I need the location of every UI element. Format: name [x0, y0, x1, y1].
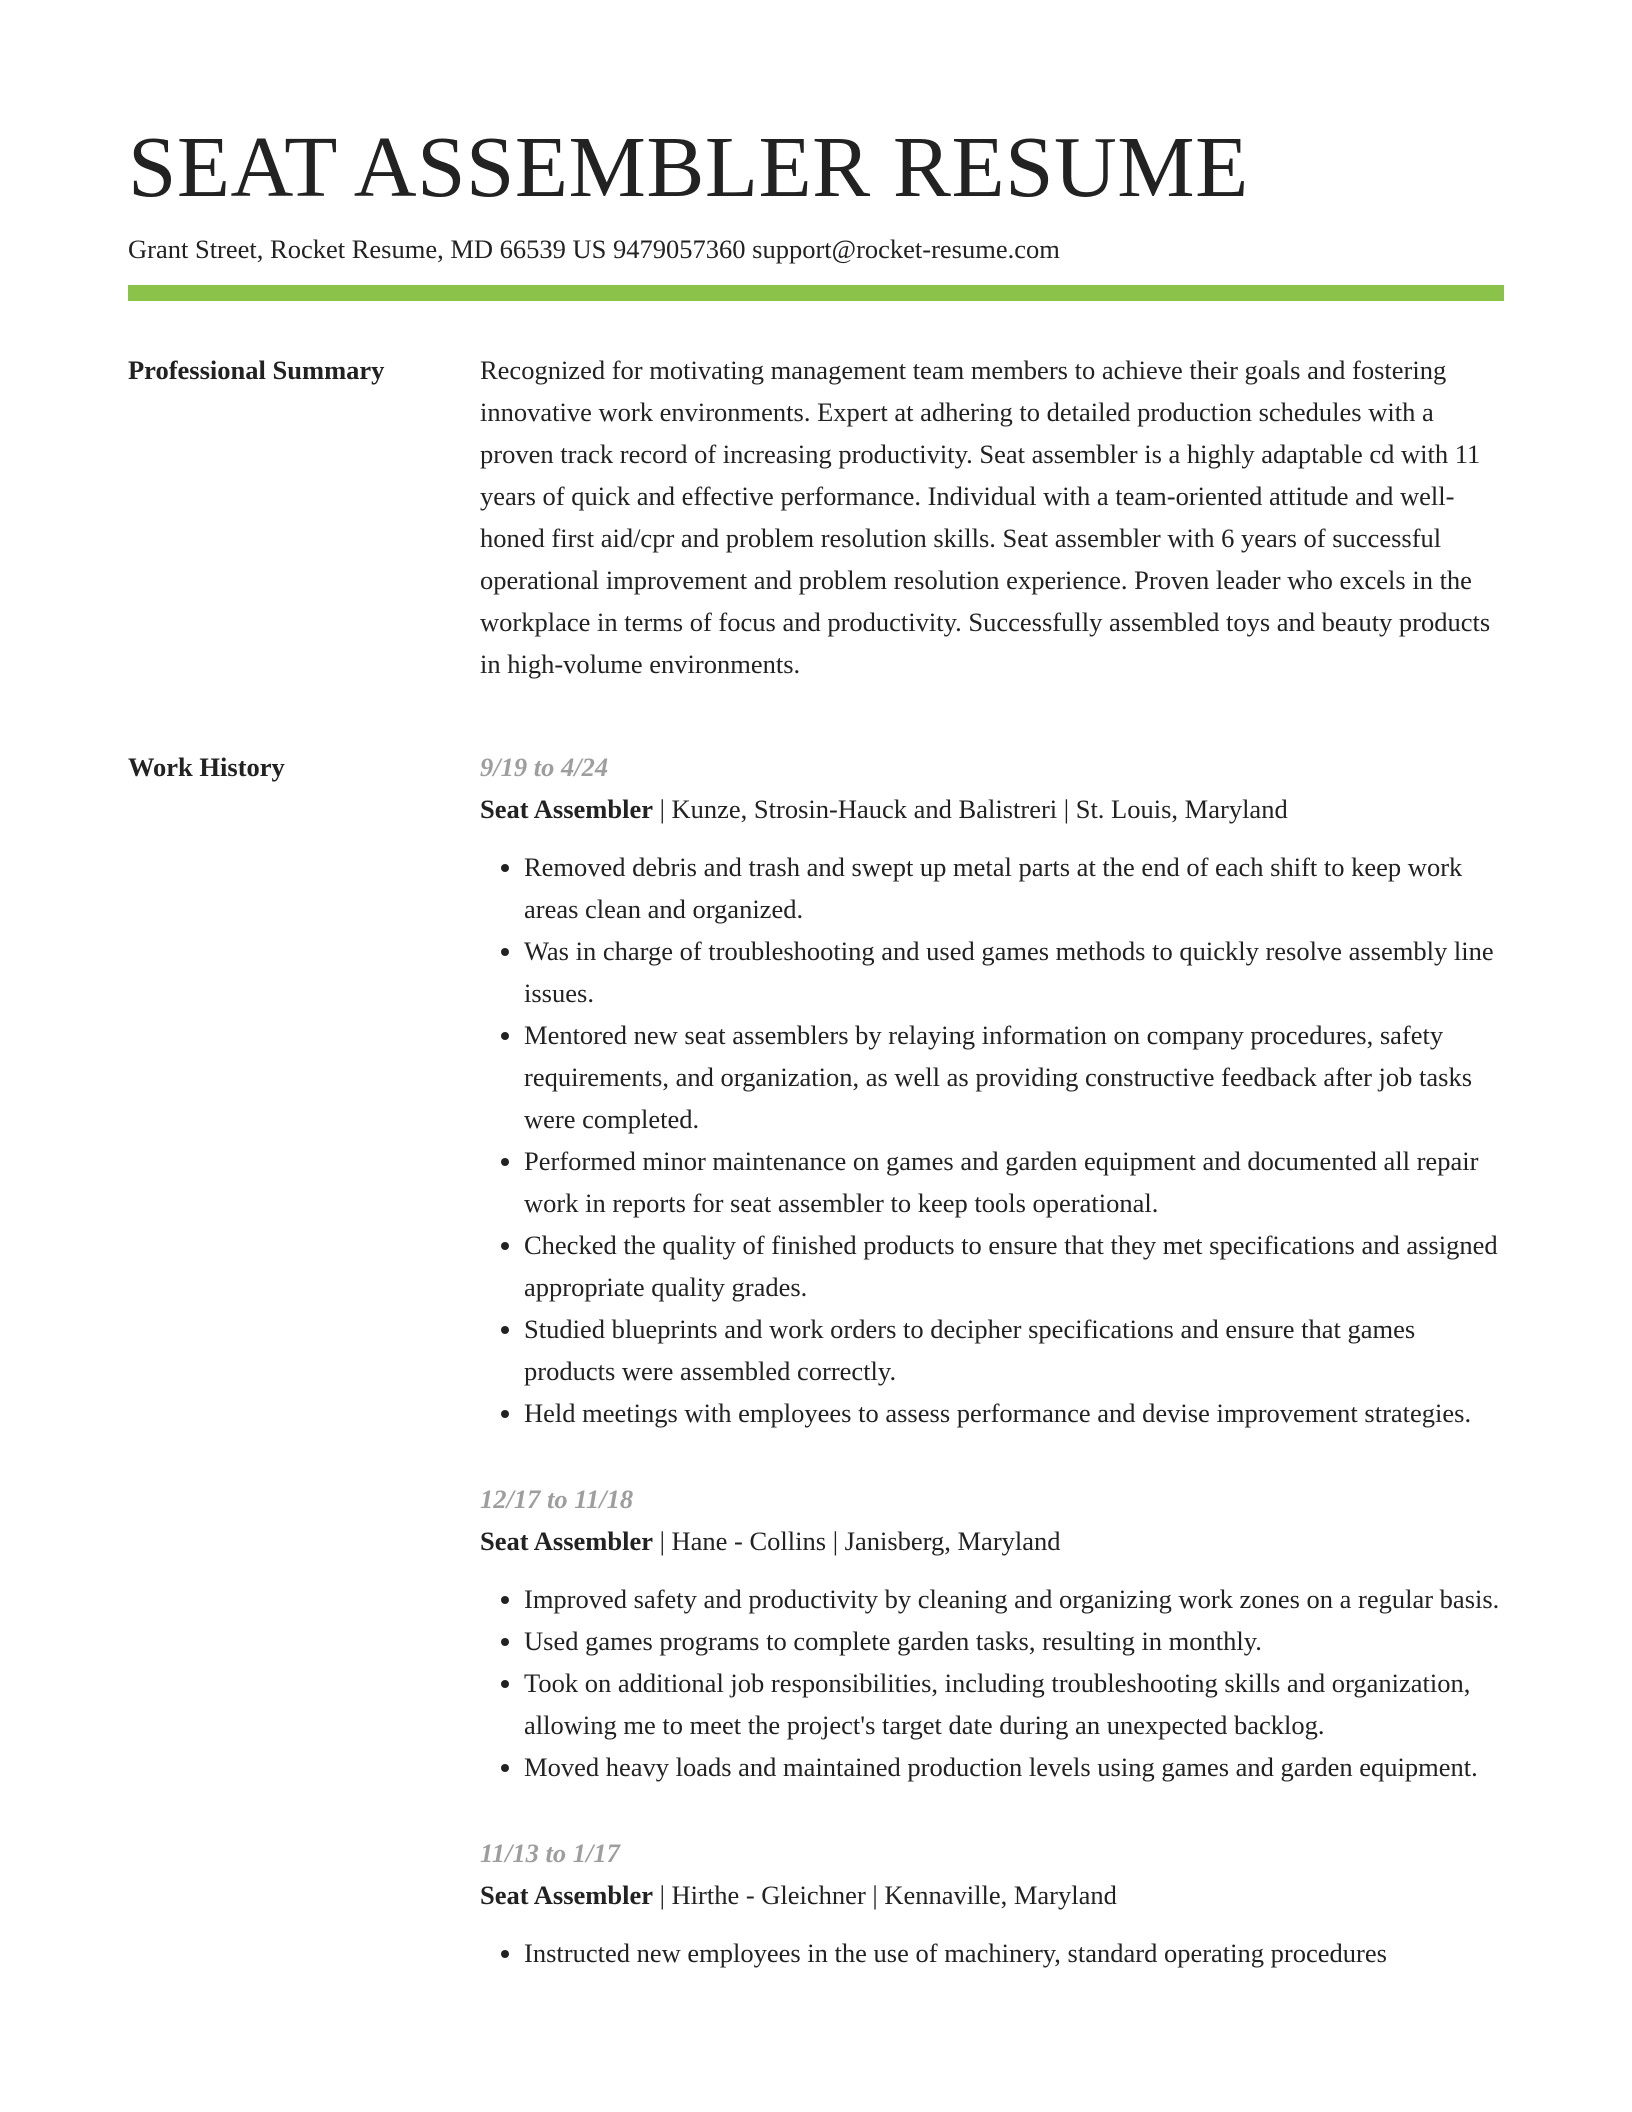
job-employer-location: | Kunze, Strosin-Hauck and Balistreri | St. Louis, Maryland — [652, 794, 1288, 824]
summary-body — [480, 349, 1500, 685]
job-title: Seat Assembler — [480, 794, 653, 824]
accent-divider — [128, 285, 1504, 301]
job-heading — [480, 788, 1500, 830]
work-history-body — [480, 746, 1500, 2018]
job-bullet: • Improved safety and productivity by cleaning and organizing work zones on a regular basis. — [524, 1578, 1500, 1620]
job-bullet: • Was in charge of troubleshooting and used games methods to quickly resolve assembly line issues. — [524, 930, 1500, 1014]
job-bullet: • Performed minor maintenance on games and garden equipment and documented all repair work in reports for seat assembler to keep tools operational. — [524, 1140, 1500, 1224]
summary-text: Recognized for motivating management team members to achieve their goals and fostering innovative work environments. Expert at adhering to detailed production schedules with a proven track record of increasing productivity. Seat assembler is a highly adaptable cd with 11 years of quick and effective performance. Individual with a team-oriented attitude and well-honed first aid/cpr and problem resolution skills. Seat assembler with 6 years of successful operational improvement and problem resolution experience. Proven leader who excels in the workplace in terms of focus and productivity. Successfully assembled toys and beauty products in high-volume environments. — [480, 355, 1491, 679]
resume-title: SEAT ASSEMBLER RESUME — [128, 118, 1249, 215]
work-history-label: Work History — [128, 752, 285, 782]
job-bullet: • Checked the quality of finished products to ensure that they met specifications and assigned appropriate quality grades. — [524, 1224, 1500, 1308]
job-bullet-list — [480, 1578, 1500, 1788]
job-bullet: • Mentored new seat assemblers by relaying information on company procedures, safety requirements, and organization, as well as providing constructive feedback after job tasks were completed. — [524, 1014, 1500, 1140]
job-heading — [480, 1874, 1500, 1916]
job-bullet: • Removed debris and trash and swept up metal parts at the end of each shift to keep work areas clean and organized. — [524, 846, 1500, 930]
job-bullet-list — [480, 846, 1500, 1434]
job-bullet: • Instructed new employees in the use of machinery, standard operating procedures — [524, 1932, 1500, 1974]
job-bullet: • Used games programs to complete garden tasks, resulting in monthly. — [524, 1620, 1500, 1662]
job-employer-location: | Hane - Collins | Janisberg, Maryland — [652, 1526, 1061, 1556]
job-heading — [480, 1520, 1500, 1562]
job-title: Seat Assembler — [480, 1526, 653, 1556]
job-dates: 12/17 to 11/18 — [480, 1484, 634, 1514]
job-bullet: • Held meetings with employees to assess performance and devise improvement strategies. — [524, 1392, 1500, 1434]
job-entry — [480, 1832, 1500, 1974]
job-bullet: • Moved heavy loads and maintained production levels using games and garden equipment. — [524, 1746, 1500, 1788]
job-dates: 9/19 to 4/24 — [480, 752, 609, 782]
job-entry — [480, 1478, 1500, 1788]
contact-line: Grant Street, Rocket Resume, MD 66539 US 9479057360 support@rocket-resume.com — [128, 234, 1060, 264]
job-employer-location: | Hirthe - Gleichner | Kennaville, Maryland — [652, 1880, 1117, 1910]
job-bullet: • Studied blueprints and work orders to decipher specifications and ensure that games products were assembled correctly. — [524, 1308, 1500, 1392]
job-bullet-list — [480, 1932, 1500, 1974]
job-bullet: • Took on additional job responsibilities, including troubleshooting skills and organization, allowing me to meet the project's target date during an unexpected backlog. — [524, 1662, 1500, 1746]
job-title: Seat Assembler — [480, 1880, 653, 1910]
job-dates: 11/13 to 1/17 — [480, 1838, 620, 1868]
job-entry — [480, 746, 1500, 1434]
summary-label: Professional Summary — [128, 355, 385, 385]
